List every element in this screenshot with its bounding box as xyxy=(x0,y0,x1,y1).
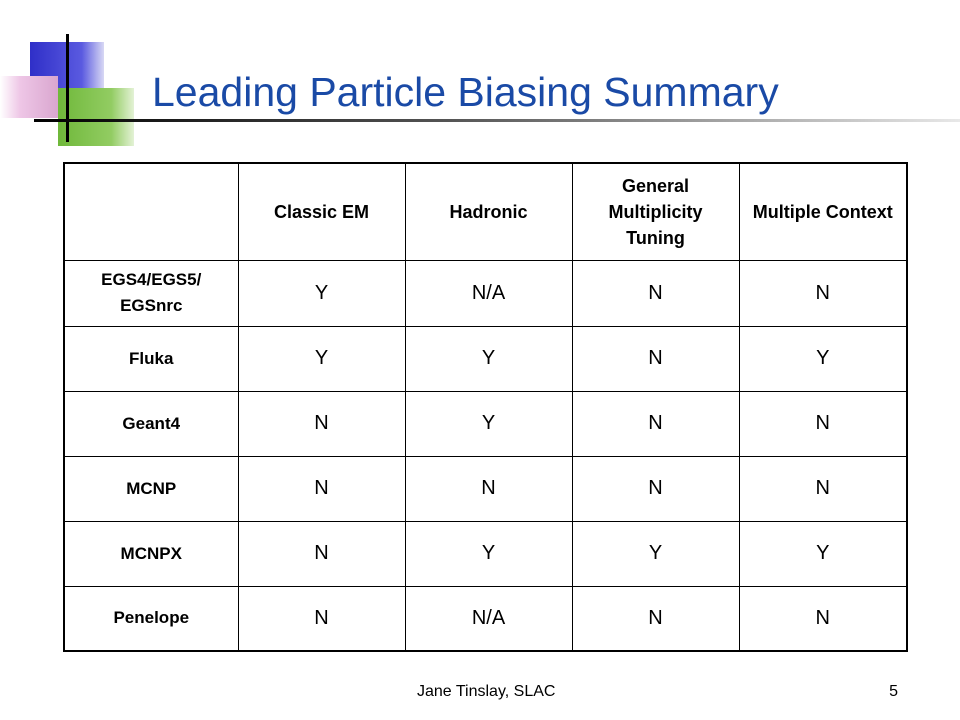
table-cell: N xyxy=(238,391,405,456)
row-label-egs: EGS4/EGS5/ EGSnrc xyxy=(64,260,238,326)
table-cell: N xyxy=(572,391,739,456)
table-cell: N xyxy=(405,456,572,521)
table-cell: Y xyxy=(405,326,572,391)
table-cell: N xyxy=(572,326,739,391)
table-row xyxy=(64,326,907,391)
table-cell: N xyxy=(739,456,907,521)
table-cell: N xyxy=(739,586,907,651)
table-cell: N/A xyxy=(405,586,572,651)
table-cell: N xyxy=(739,260,907,326)
table-cell: Y xyxy=(405,521,572,586)
table-cell: N xyxy=(238,521,405,586)
table-cell: N xyxy=(572,586,739,651)
column-header-hadronic: Hadronic xyxy=(405,163,572,260)
row-label-mcnpx: MCNPX xyxy=(64,521,238,586)
row-label-geant4: Geant4 xyxy=(64,391,238,456)
table-cell: N xyxy=(238,456,405,521)
page-number: 5 xyxy=(889,683,898,700)
pink-square xyxy=(0,76,58,118)
table-row xyxy=(64,391,907,456)
summary-table xyxy=(63,162,908,652)
table-cell: N xyxy=(572,456,739,521)
row-label-fluka: Fluka xyxy=(64,326,238,391)
table-cell: Y xyxy=(739,326,907,391)
table-cell: Y xyxy=(405,391,572,456)
table-cell: N xyxy=(572,260,739,326)
table-row xyxy=(64,456,907,521)
table-cell: N/A xyxy=(405,260,572,326)
table-header-row xyxy=(64,163,907,260)
vertical-rule xyxy=(66,34,69,142)
table-row xyxy=(64,521,907,586)
green-square xyxy=(58,88,134,146)
table-cell: Y xyxy=(572,521,739,586)
header-corner-cell xyxy=(64,163,238,260)
slide-title: Leading Particle Biasing Summary xyxy=(152,69,779,115)
table-row xyxy=(64,260,907,326)
table-cell: Y xyxy=(238,260,405,326)
table-cell: Y xyxy=(739,521,907,586)
slide-footer: Jane Tinslay, SLAC xyxy=(417,683,556,700)
column-header-general-multiplicity-tuning: General Multiplicity Tuning xyxy=(572,163,739,260)
row-label-penelope: Penelope xyxy=(64,586,238,651)
table-cell: Y xyxy=(238,326,405,391)
column-header-multiple-context: Multiple Context xyxy=(739,163,907,260)
column-header-classic-em: Classic EM xyxy=(238,163,405,260)
table-row xyxy=(64,586,907,651)
row-label-mcnp: MCNP xyxy=(64,456,238,521)
table-cell: N xyxy=(238,586,405,651)
table-cell: N xyxy=(739,391,907,456)
